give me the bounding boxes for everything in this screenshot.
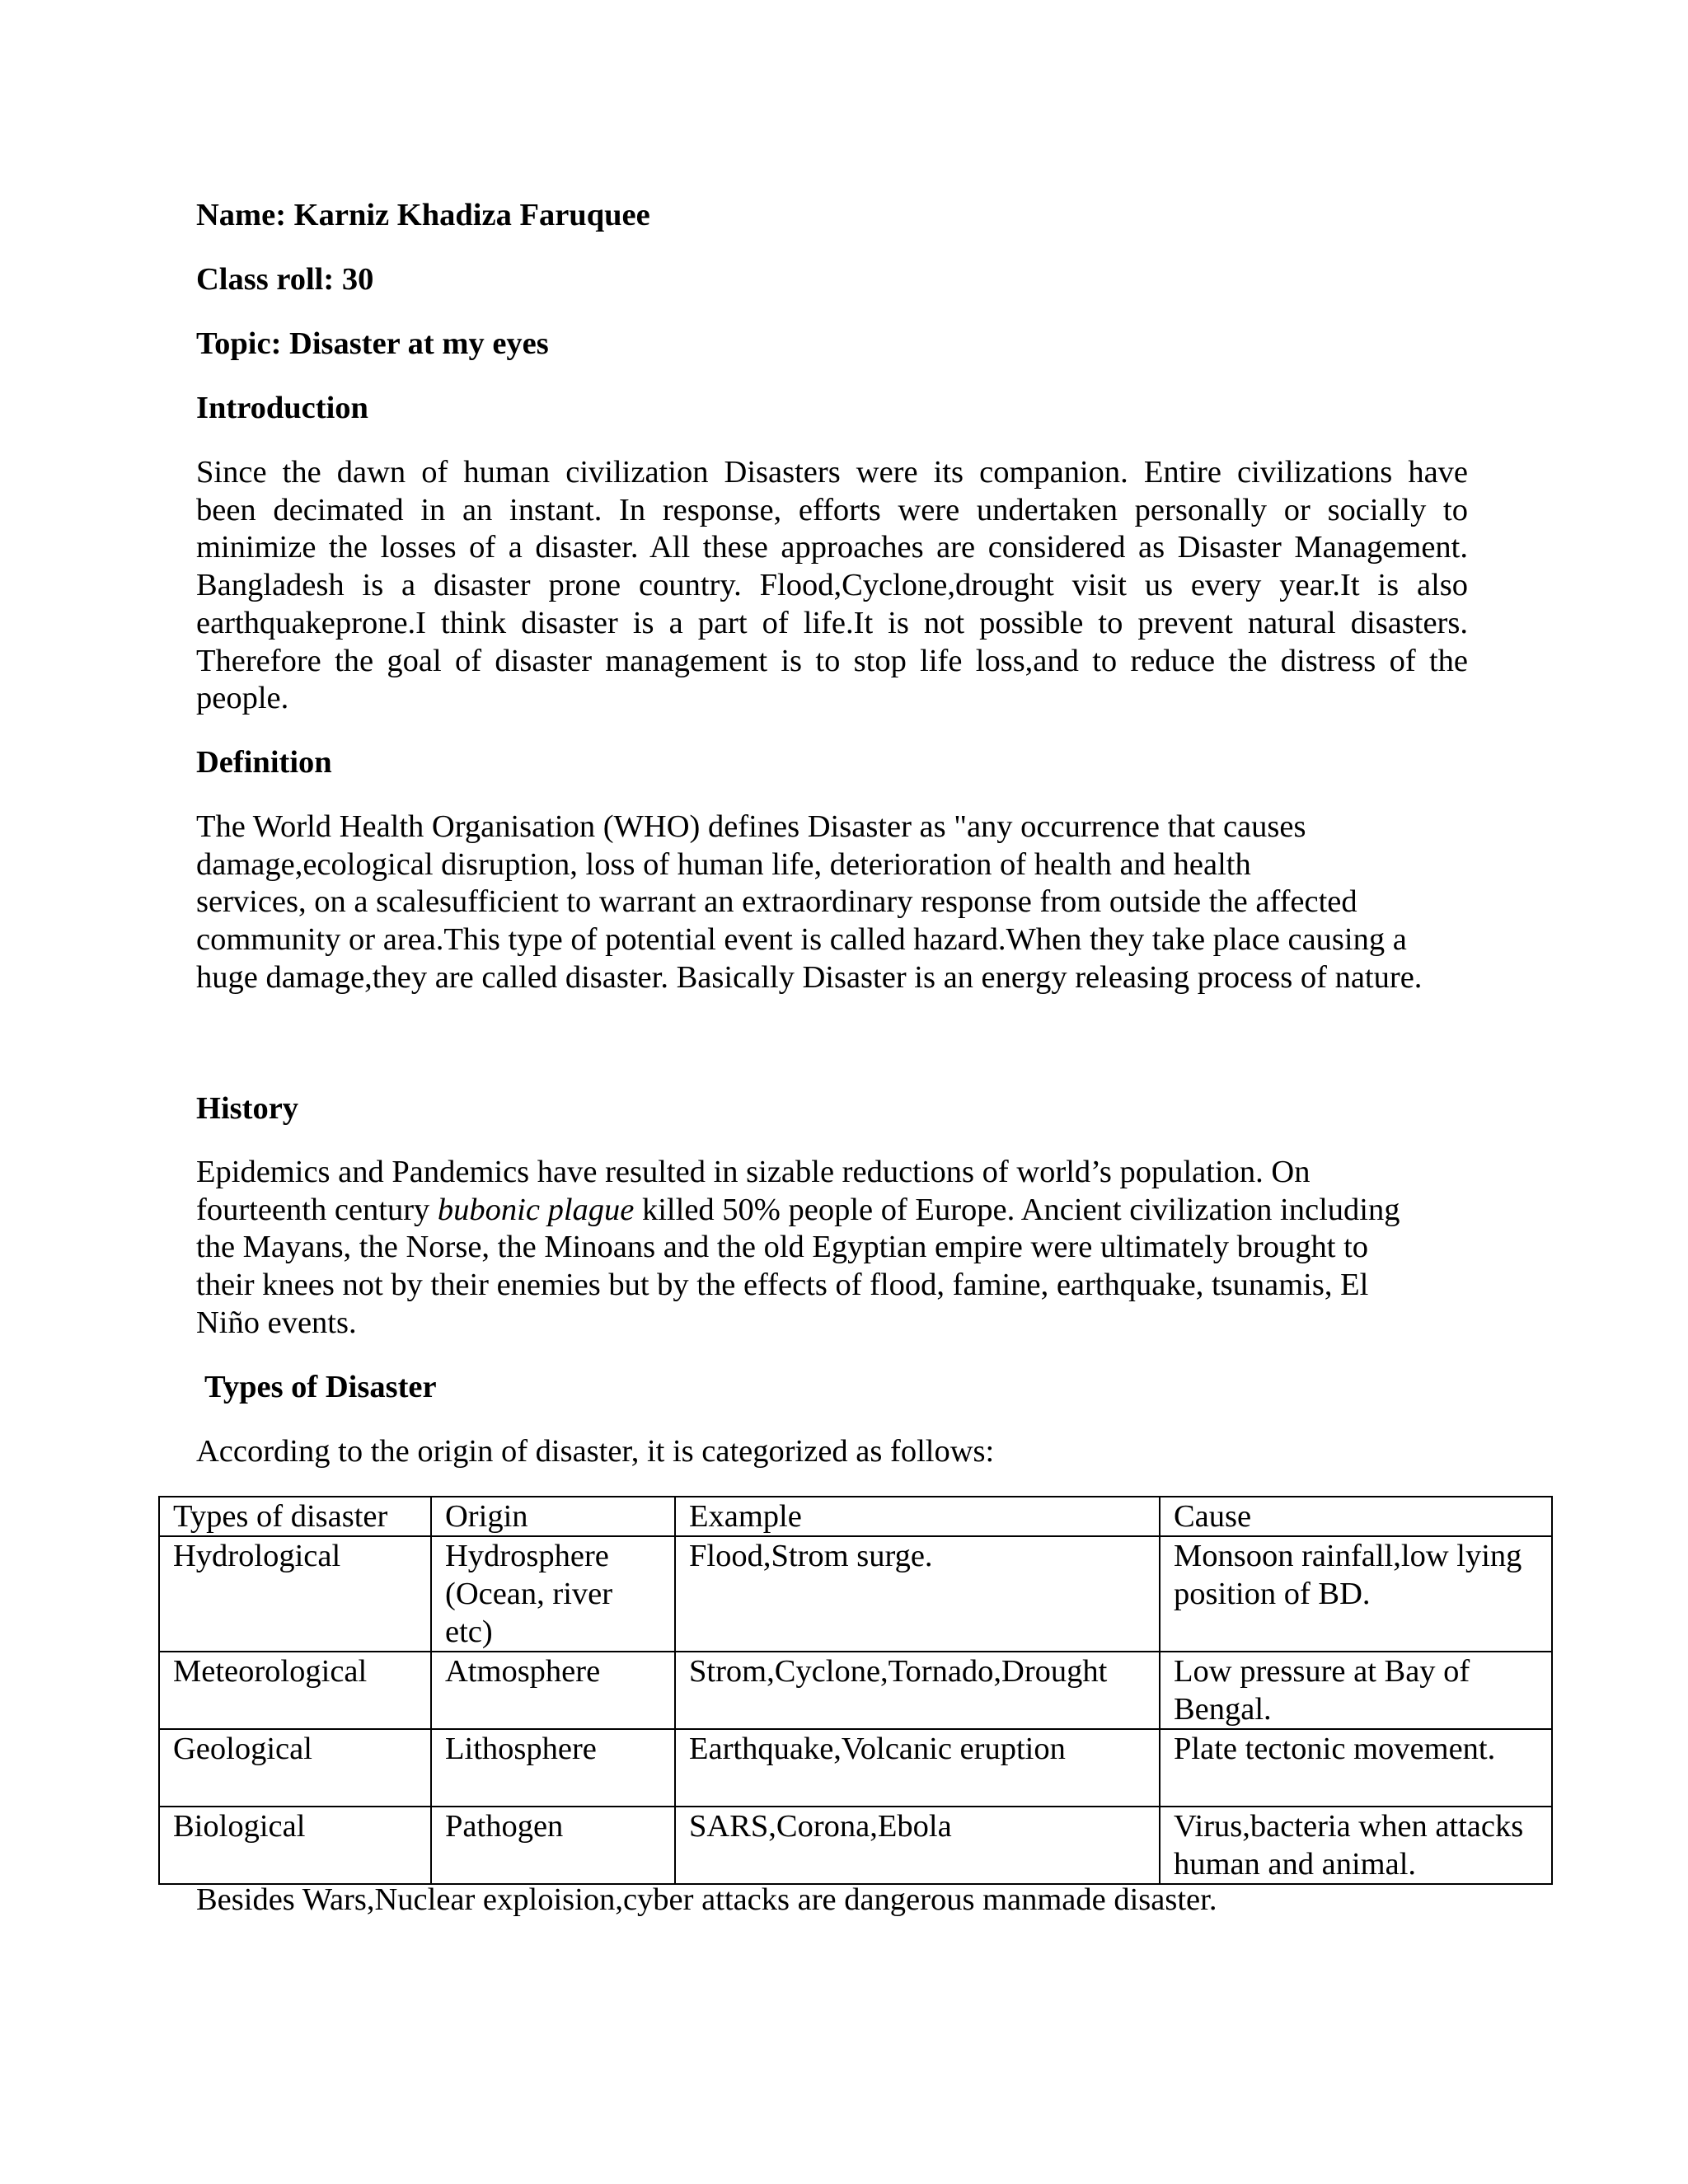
types-footer-note: Besides Wars,Nuclear exploision,cyber attacks are dangerous manmade disaster. bbox=[196, 1882, 1217, 1917]
table-cell: Earthquake,Volcanic eruption bbox=[675, 1729, 1160, 1807]
table-cell: Hydrological bbox=[159, 1536, 431, 1652]
table-header-row bbox=[159, 1497, 1552, 1536]
introduction-line: people. bbox=[196, 681, 289, 716]
table-cell: Hydrosphere (Ocean, river etc) bbox=[431, 1536, 675, 1652]
history-text: killed 50% people of Europe. Ancient civilization including bbox=[634, 1192, 1400, 1227]
history-line: Niño events. bbox=[196, 1305, 357, 1340]
table-row bbox=[159, 1652, 1552, 1729]
topic-title: Topic: Disaster at my eyes bbox=[196, 326, 549, 361]
types-heading: Types of Disaster bbox=[204, 1370, 437, 1404]
table-row bbox=[159, 1729, 1552, 1807]
disaster-types-table bbox=[158, 1496, 1553, 1885]
history-line: their knees not by their enemies but by the effects of flood, famine, earthquake, tsunamis, El bbox=[196, 1268, 1369, 1303]
introduction-line: minimize the losses of a disaster. All these approaches are considered as Disaster Management. bbox=[196, 530, 1468, 565]
definition-line: The World Health Organisation (WHO) defines Disaster as "any occurrence that causes bbox=[196, 809, 1306, 844]
table-cell: Monsoon rainfall,low lying position of BD. bbox=[1160, 1536, 1552, 1652]
table-cell: Geological bbox=[159, 1729, 431, 1807]
student-name: Name: Karniz Khadiza Faruquee bbox=[196, 198, 650, 232]
definition-line: damage,ecological disruption, loss of human life, deterioration of health and health bbox=[196, 846, 1251, 882]
introduction-line: earthquakeprone.I think disaster is a part of life.It is not possible to prevent natural disasters. bbox=[196, 605, 1468, 640]
table-header-cell: Cause bbox=[1160, 1497, 1552, 1536]
table-cell: Low pressure at Bay of Bengal. bbox=[1160, 1652, 1552, 1729]
class-roll: Class roll: 30 bbox=[196, 262, 374, 297]
history-line bbox=[196, 1192, 1468, 1230]
introduction-line: been decimated in an instant. In response, efforts were undertaken personally or socially to bbox=[196, 492, 1468, 527]
introduction-line: Bangladesh is a disaster prone country. Flood,Cyclone,drought visit us every year.It is also bbox=[196, 568, 1468, 603]
history-italic-term: bubonic plague bbox=[437, 1192, 635, 1227]
definition-paragraph bbox=[196, 808, 1468, 997]
definition-heading: Definition bbox=[196, 745, 332, 780]
types-intro: According to the origin of disaster, it is categorized as follows: bbox=[196, 1434, 995, 1469]
definition-line: services, on a scalesufficient to warrant an extraordinary response from outside the affected bbox=[196, 884, 1357, 920]
definition-line: community or area.This type of potential event is called hazard.When they take place causing a bbox=[196, 922, 1407, 958]
table-row bbox=[159, 1807, 1552, 1884]
history-line: the Mayans, the Norse, the Minoans and the old Egyptian empire were ultimately brought to bbox=[196, 1230, 1369, 1265]
table-cell: Atmosphere bbox=[431, 1652, 675, 1729]
introduction-paragraph bbox=[196, 454, 1468, 718]
history-line: Epidemics and Pandemics have resulted in sizable reductions of world’s population. On bbox=[196, 1155, 1311, 1189]
table-cell: Meteorological bbox=[159, 1652, 431, 1729]
table-cell: Virus,bacteria when attacks human and animal. bbox=[1160, 1807, 1552, 1884]
table-header-cell: Example bbox=[675, 1497, 1160, 1536]
introduction-line: Therefore the goal of disaster management is to stop life loss,and to reduce the distress of the bbox=[196, 643, 1468, 678]
table-cell: SARS,Corona,Ebola bbox=[675, 1807, 1160, 1884]
history-paragraph bbox=[196, 1154, 1468, 1343]
history-text: fourteenth century bbox=[196, 1192, 438, 1227]
table-cell: Biological bbox=[159, 1807, 431, 1884]
history-heading: History bbox=[196, 1091, 299, 1126]
table-cell: Strom,Cyclone,Tornado,Drought bbox=[675, 1652, 1160, 1729]
table-header-cell: Origin bbox=[431, 1497, 675, 1536]
introduction-line: Since the dawn of human civilization Disasters were its companion. Entire civilizations have bbox=[196, 455, 1468, 490]
table-cell: Plate tectonic movement. bbox=[1160, 1729, 1552, 1807]
definition-line: huge damage,they are called disaster. Basically Disaster is an energy releasing process of nature. bbox=[196, 959, 1423, 995]
table-header-cell: Types of disaster bbox=[159, 1497, 431, 1536]
table-row bbox=[159, 1536, 1552, 1652]
table-cell: Flood,Strom surge. bbox=[675, 1536, 1160, 1652]
table-cell: Pathogen bbox=[431, 1807, 675, 1884]
table-cell: Lithosphere bbox=[431, 1729, 675, 1807]
introduction-heading: Introduction bbox=[196, 391, 368, 425]
